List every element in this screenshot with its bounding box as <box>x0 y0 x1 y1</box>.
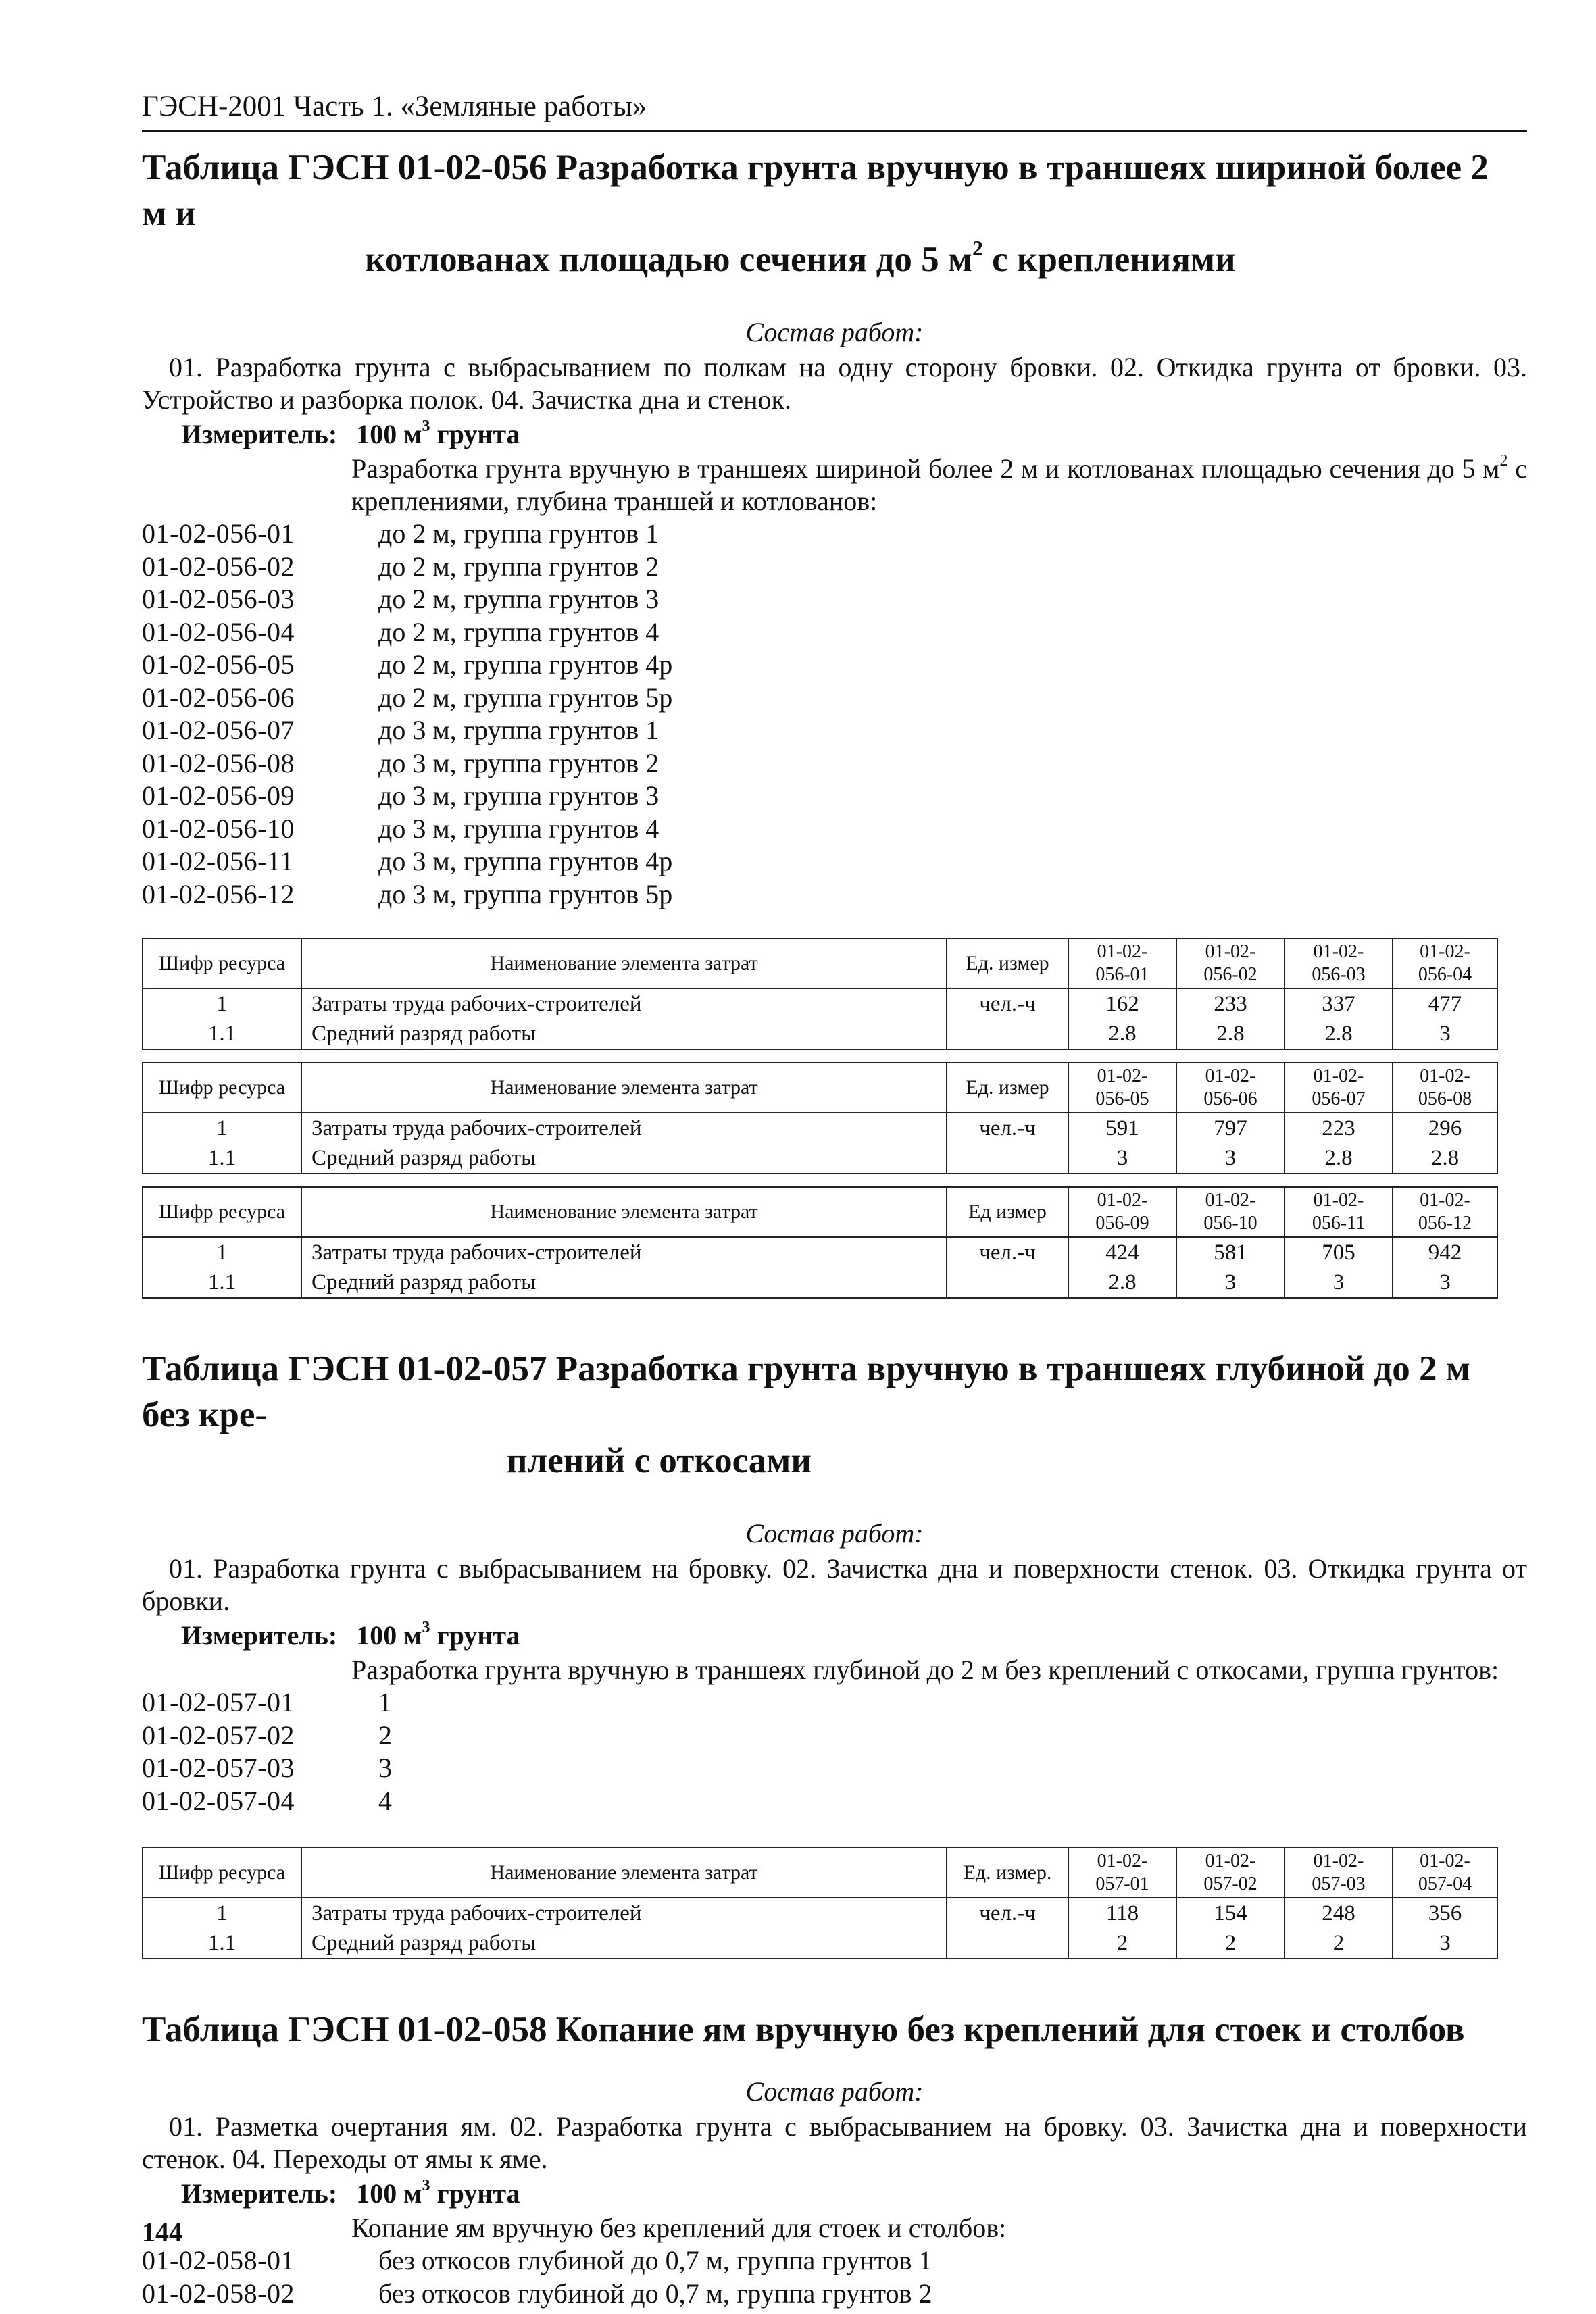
title-line: Таблица ГЭСН 01-02-057 Разработка грунта вручную в траншеях глубиной до 2 м без кре- <box>142 1349 1470 1434</box>
norm-description: 2 <box>378 1719 392 1751</box>
value-cell: 2.8 <box>1176 1019 1285 1049</box>
resource-code: 1 <box>143 1237 301 1267</box>
norm-code-part: 057-03 <box>1312 1873 1366 1894</box>
unit-cell: чел.-ч <box>947 1237 1068 1267</box>
value-cell: 2.8 <box>1068 1267 1176 1298</box>
value-cell: 3 <box>1393 1019 1497 1049</box>
norm-item <box>142 1752 1527 1785</box>
norm-item <box>142 1686 1527 1719</box>
header-norm-code <box>1285 938 1393 988</box>
norm-description: до 2 м, группа грунтов 1 <box>378 518 659 549</box>
resource-code: 1.1 <box>143 1267 301 1298</box>
norm-code: 01-02-057-03 <box>142 1753 295 1783</box>
norm-code-part: 057-04 <box>1418 1873 1472 1894</box>
header-cost-element: Наименование элемента затрат <box>301 938 947 988</box>
measurer-value: грунта <box>430 2178 520 2209</box>
value-cell: 797 <box>1176 1113 1285 1143</box>
table-row <box>143 1898 1497 1928</box>
norm-description: без откосов глубиной до 0,7 м, группа грунтов 1 <box>378 2245 932 2275</box>
norm-code: 01-02-057-02 <box>142 1719 295 1751</box>
value-cell: 162 <box>1068 988 1176 1019</box>
table-row <box>143 1267 1497 1298</box>
norm-code: 01-02-058-02 <box>142 2278 295 2309</box>
title-text: котлованах площадью сечения до 5 м <box>365 240 972 279</box>
unit-cell <box>947 1267 1068 1298</box>
norm-code-part: 057-02 <box>1203 1873 1257 1894</box>
resource-code: 1.1 <box>143 1019 301 1049</box>
title-line: Таблица ГЭСН 01-02-056 Разработка грунта вручную в траншеях шириной более 2 м и <box>142 148 1489 233</box>
measurer-label: Измеритель: <box>181 419 338 449</box>
norm-code-part: 056-01 <box>1095 964 1149 985</box>
header-norm-code <box>1285 1187 1393 1237</box>
norm-item <box>142 1719 1527 1753</box>
norm-description: 4 <box>378 1785 392 1816</box>
header-norm-code <box>1176 1187 1285 1237</box>
norm-description: до 2 м, группа грунтов 5р <box>378 682 673 713</box>
norm-code-part: 01-02- <box>1205 1851 1256 1871</box>
unit-cell: чел.-ч <box>947 1898 1068 1928</box>
unit-cell: чел.-ч <box>947 988 1068 1019</box>
norm-code: 01-02-056-02 <box>142 551 295 582</box>
norm-code-part: 01-02- <box>1097 1065 1148 1086</box>
cost-element-name: Средний разряд работы <box>301 1928 947 1959</box>
value-cell: 356 <box>1393 1898 1497 1928</box>
norm-description: до 3 м, группа грунтов 5р <box>378 878 673 909</box>
norm-code: 01-02-056-11 <box>142 846 294 876</box>
resource-code: 1 <box>143 1113 301 1143</box>
value-cell: 2 <box>1176 1928 1285 1959</box>
section-block <box>142 145 1527 1299</box>
value-cell: 2.8 <box>1393 1143 1497 1174</box>
composition-text: 01. Разработка грунта с выбрасыванием на бровку. 02. Зачистка дна и поверхности стенок. 03. Откидка грунта от бровки. <box>142 1553 1527 1616</box>
composition-heading: Состав работ: <box>745 2076 924 2107</box>
norm-code-part: 056-05 <box>1095 1088 1149 1109</box>
value-cell: 477 <box>1393 988 1497 1019</box>
norm-code-part: 01-02- <box>1205 1065 1256 1086</box>
norm-code-part: 056-10 <box>1203 1213 1257 1234</box>
value-cell: 2.8 <box>1285 1019 1393 1049</box>
norm-code: 01-02-056-04 <box>142 616 295 647</box>
norm-code-part: 01-02- <box>1313 1851 1364 1871</box>
intro-text: Копание ям вручную без креплений для стоек и столбов: <box>351 2213 1007 2243</box>
measurer-label: Измеритель: <box>181 2178 338 2209</box>
norm-code-part: 01-02- <box>1420 1190 1470 1211</box>
norm-item <box>142 616 1527 649</box>
sections-container <box>142 145 1527 2310</box>
norm-code: 01-02-056-07 <box>142 715 295 745</box>
norm-code-part: 01-02- <box>1313 1065 1364 1086</box>
norm-code: 01-02-056-12 <box>142 878 295 909</box>
value-cell: 296 <box>1393 1113 1497 1143</box>
value-cell: 2.8 <box>1285 1143 1393 1174</box>
norm-code-part: 01-02- <box>1313 1190 1364 1211</box>
composition-heading: Состав работ: <box>745 1518 924 1549</box>
value-cell: 3 <box>1176 1143 1285 1174</box>
measurer-value: 100 м <box>356 2178 422 2209</box>
header-norm-code <box>1393 1848 1497 1898</box>
header-unit: Ед. измер <box>947 938 1068 988</box>
section-block <box>142 1346 1527 1959</box>
items-intro <box>142 2212 1527 2244</box>
norm-item <box>142 551 1527 584</box>
header-norm-code <box>1068 1848 1176 1898</box>
norm-item <box>142 649 1527 682</box>
header-unit: Ед измер <box>947 1187 1068 1237</box>
title-text: плений с откосами <box>507 1441 812 1480</box>
norm-code: 01-02-056-05 <box>142 649 295 680</box>
value-cell: 3 <box>1068 1143 1176 1174</box>
section-block <box>142 2007 1527 2310</box>
header-norm-code <box>1176 938 1285 988</box>
header-norm-code <box>1176 1063 1285 1113</box>
norm-code-part: 01-02- <box>1205 1190 1256 1211</box>
items-intro <box>142 453 1527 518</box>
norm-code-part: 056-07 <box>1312 1088 1366 1109</box>
cost-element-name: Затраты труда рабочих-строителей <box>301 1898 947 1928</box>
section-title <box>142 1346 1514 1484</box>
measurer-value: 100 м <box>356 419 422 449</box>
value-cell: 2 <box>1068 1928 1176 1959</box>
cost-element-name: Средний разряд работы <box>301 1143 947 1174</box>
header-norm-code <box>1068 938 1176 988</box>
header-norm-code <box>1068 1187 1176 1237</box>
norm-description: до 3 м, группа грунтов 2 <box>378 747 659 778</box>
superscript: 3 <box>422 418 430 436</box>
composition-heading: Состав работ: <box>745 317 924 347</box>
superscript: 3 <box>422 2177 430 2195</box>
header-resource-code: Шифр ресурса <box>143 1187 301 1237</box>
norm-code-part: 01-02- <box>1420 941 1470 962</box>
norm-code: 01-02-056-03 <box>142 584 295 614</box>
value-cell: 2.8 <box>1068 1019 1176 1049</box>
intro-text: с креплениями, глубина траншей и котлованов: <box>351 453 1527 516</box>
norm-code-part: 057-01 <box>1095 1873 1149 1894</box>
norm-code-part: 01-02- <box>1097 941 1148 962</box>
norm-code: 01-02-058-01 <box>142 2245 295 2275</box>
norm-code-part: 01-02- <box>1097 1851 1148 1871</box>
norm-item <box>142 878 1527 911</box>
norm-item <box>142 813 1527 846</box>
norm-code-part: 056-03 <box>1312 964 1366 985</box>
resource-table <box>142 938 1498 1050</box>
norm-description: до 3 м, группа грунтов 4 <box>378 813 659 844</box>
resource-code: 1.1 <box>143 1928 301 1959</box>
norm-code: 01-02-056-06 <box>142 682 295 713</box>
value-cell: 424 <box>1068 1237 1176 1267</box>
intro-text: Разработка грунта вручную в траншеях глубиной до 2 м без креплений с откосами, группа грунтов: <box>351 1655 1499 1685</box>
norm-description: до 2 м, группа грунтов 4р <box>378 649 673 680</box>
header-unit: Ед. измер. <box>947 1848 1068 1898</box>
title-text: с креплениями <box>982 240 1236 279</box>
norm-item <box>142 682 1527 715</box>
header-cost-element: Наименование элемента затрат <box>301 1063 947 1113</box>
title-line <box>142 236 1514 282</box>
resource-table <box>142 1186 1498 1299</box>
value-cell: 591 <box>1068 1113 1176 1143</box>
cost-element-name: Затраты труда рабочих-строителей <box>301 1237 947 1267</box>
norm-code: 01-02-056-09 <box>142 780 295 811</box>
title-line: Таблица ГЭСН 01-02-058 Копание ям вручную без креплений для стоек и столбов <box>142 2010 1465 2049</box>
cost-element-name: Затраты труда рабочих-строителей <box>301 1113 947 1143</box>
norm-description: до 3 м, группа грунтов 3 <box>378 780 659 811</box>
header-norm-code <box>1393 1063 1497 1113</box>
norm-item <box>142 583 1527 616</box>
norm-code: 01-02-056-08 <box>142 747 295 778</box>
value-cell: 705 <box>1285 1237 1393 1267</box>
norm-item <box>142 1785 1527 1818</box>
superscript: 3 <box>422 1619 430 1637</box>
table-row <box>143 1113 1497 1143</box>
norm-description: до 3 м, группа грунтов 4р <box>378 846 673 876</box>
unit-cell: чел.-ч <box>947 1113 1068 1143</box>
value-cell: 3 <box>1285 1267 1393 1298</box>
intro-text: Разработка грунта вручную в траншеях шириной более 2 м и котлованах площадью сечения до 5 м <box>351 453 1500 484</box>
cost-element-name: Средний разряд работы <box>301 1019 947 1049</box>
value-cell: 2 <box>1285 1928 1393 1959</box>
cost-element-name: Затраты труда рабочих-строителей <box>301 988 947 1019</box>
value-cell: 581 <box>1176 1237 1285 1267</box>
table-row <box>143 1237 1497 1267</box>
items-intro <box>142 1654 1527 1686</box>
resource-table <box>142 1847 1498 1959</box>
header-norm-code <box>1393 1187 1497 1237</box>
header-norm-code <box>1068 1063 1176 1113</box>
norm-code-part: 01-02- <box>1097 1190 1148 1211</box>
norm-description: до 2 м, группа грунтов 4 <box>378 616 659 647</box>
composition-text: 01. Разметка очертания ям. 02. Разработка грунта с выбрасыванием на бровку. 03. Зачистка дна и поверхности стенок. 04. Переходы от ямы к яме. <box>142 2111 1527 2174</box>
value-cell: 3 <box>1393 1928 1497 1959</box>
norm-description: без откосов глубиной до 0,7 м, группа грунтов 2 <box>378 2278 932 2309</box>
value-cell: 118 <box>1068 1898 1176 1928</box>
norm-item <box>142 747 1527 780</box>
value-cell: 337 <box>1285 988 1393 1019</box>
value-cell: 154 <box>1176 1898 1285 1928</box>
header-resource-code: Шифр ресурса <box>143 938 301 988</box>
value-cell: 233 <box>1176 988 1285 1019</box>
cost-element-name: Средний разряд работы <box>301 1267 947 1298</box>
resource-code: 1 <box>143 988 301 1019</box>
unit-cell <box>947 1143 1068 1174</box>
measurer-line <box>142 1617 1527 1654</box>
norm-item <box>142 2278 1527 2311</box>
header-norm-code <box>1393 938 1497 988</box>
norm-code-part: 01-02- <box>1420 1065 1470 1086</box>
resource-code: 1.1 <box>143 1143 301 1174</box>
norm-description: до 2 м, группа грунтов 2 <box>378 551 659 582</box>
superscript: 2 <box>1499 452 1508 470</box>
norm-code-part: 056-04 <box>1418 964 1472 985</box>
value-cell: 942 <box>1393 1237 1497 1267</box>
superscript: 2 <box>972 236 983 260</box>
running-head: ГЭСН-2001 Часть 1. «Земляные работы» <box>142 88 1527 132</box>
value-cell: 3 <box>1393 1267 1497 1298</box>
unit-cell <box>947 1019 1068 1049</box>
norm-description: до 2 м, группа грунтов 3 <box>378 584 659 614</box>
header-norm-code <box>1176 1848 1285 1898</box>
table-row <box>143 1143 1497 1174</box>
norm-code: 01-02-057-04 <box>142 1785 295 1816</box>
norm-code: 01-02-056-10 <box>142 813 295 844</box>
resource-code: 1 <box>143 1898 301 1928</box>
page-number: 144 <box>142 2217 182 2247</box>
norm-code-part: 01-02- <box>1420 1851 1470 1871</box>
header-norm-code <box>1285 1063 1393 1113</box>
header-cost-element: Наименование элемента затрат <box>301 1187 947 1237</box>
value-cell: 248 <box>1285 1898 1393 1928</box>
header-norm-code <box>1285 1848 1393 1898</box>
norm-code-part: 056-02 <box>1203 964 1257 985</box>
norm-item <box>142 780 1527 813</box>
composition-text: 01. Разработка грунта с выбрасыванием по полкам на одну сторону бровки. 02. Откидка грунта от бровки. 03. Устройство и разборка полок. 04. Зачистка дна и стенок. <box>142 352 1527 415</box>
norm-code-part: 056-06 <box>1203 1088 1257 1109</box>
title-line <box>142 1438 1514 1484</box>
measurer-value: грунта <box>430 1620 520 1651</box>
norm-code: 01-02-056-01 <box>142 518 295 549</box>
table-row <box>143 1928 1497 1959</box>
norm-code-part: 056-12 <box>1418 1213 1472 1234</box>
measurer-label: Измеритель: <box>181 1620 338 1651</box>
table-row <box>143 1019 1497 1049</box>
measurer-value: 100 м <box>356 1620 422 1651</box>
section-title <box>142 2007 1514 2053</box>
measurer-line <box>142 2175 1527 2212</box>
norm-code-part: 01-02- <box>1205 941 1256 962</box>
value-cell: 3 <box>1176 1267 1285 1298</box>
value-cell: 223 <box>1285 1113 1393 1143</box>
table-row <box>143 988 1497 1019</box>
norm-code-part: 056-08 <box>1418 1088 1472 1109</box>
norm-item <box>142 2244 1527 2278</box>
norm-code-part: 056-11 <box>1312 1213 1366 1234</box>
norm-item <box>142 845 1527 878</box>
section-title <box>142 145 1514 282</box>
header-cost-element: Наименование элемента затрат <box>301 1848 947 1898</box>
header-unit: Ед. измер <box>947 1063 1068 1113</box>
norm-description: 3 <box>378 1753 392 1783</box>
norm-description: до 3 м, группа грунтов 1 <box>378 715 659 745</box>
measurer-value: грунта <box>430 419 520 449</box>
norm-description: 1 <box>378 1687 392 1717</box>
measurer-line <box>142 416 1527 453</box>
unit-cell <box>947 1928 1068 1959</box>
norm-item <box>142 714 1527 747</box>
norm-code-part: 01-02- <box>1313 941 1364 962</box>
header-resource-code: Шифр ресурса <box>143 1848 301 1898</box>
document-page <box>142 88 1527 2310</box>
header-resource-code: Шифр ресурса <box>143 1063 301 1113</box>
norm-code-part: 056-09 <box>1095 1213 1149 1234</box>
norm-item <box>142 518 1527 551</box>
resource-table <box>142 1062 1498 1174</box>
norm-code: 01-02-057-01 <box>142 1687 295 1717</box>
